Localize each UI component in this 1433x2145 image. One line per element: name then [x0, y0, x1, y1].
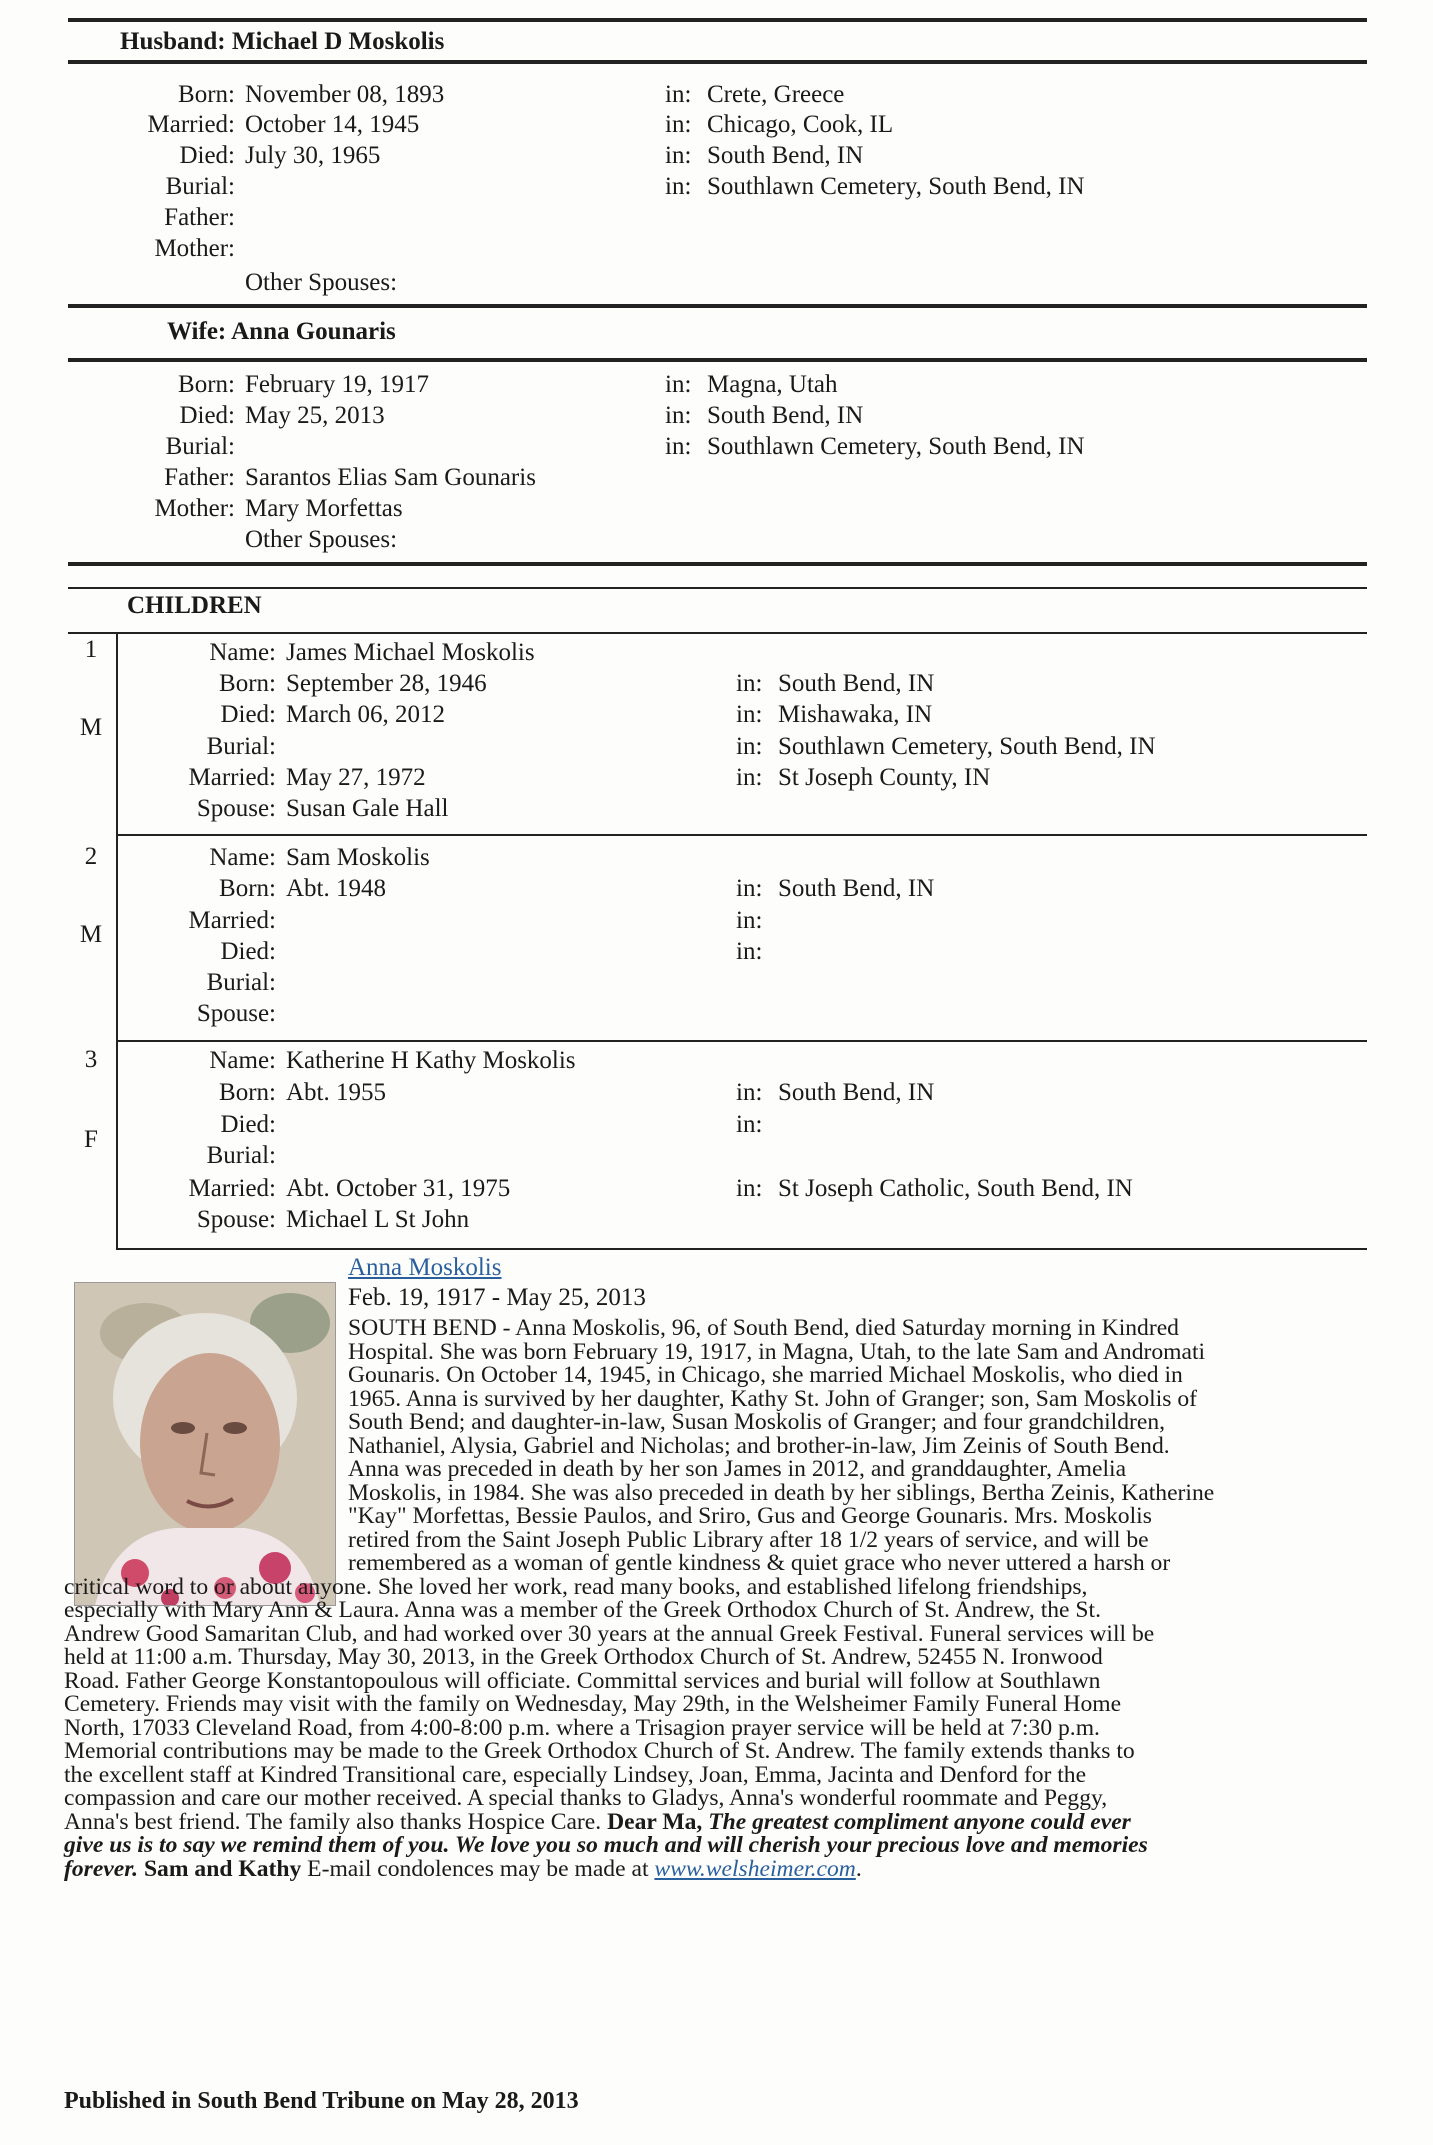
- label: Died:: [220, 701, 276, 728]
- published-line: Published in South Bend Tribune on May 28, 2013: [64, 2088, 579, 2114]
- husband-title: Husband: Michael D Moskolis: [120, 28, 445, 55]
- label: Father:: [164, 464, 235, 491]
- label: Died:: [179, 142, 235, 169]
- husband-other-spouses: Other Spouses:: [245, 269, 398, 296]
- obituary-title-link[interactable]: Anna Moskolis: [348, 1254, 502, 1281]
- value: Sarantos Elias Sam Gounaris: [245, 464, 536, 491]
- value: February 19, 1917: [245, 371, 429, 398]
- obit-line-text: Anna's best friend. The family also thanks Hospice Care.: [64, 1808, 602, 1835]
- value: South Bend, IN: [778, 670, 935, 697]
- label: Died:: [179, 402, 235, 429]
- tribute-text: forever.: [64, 1855, 139, 1882]
- rule: [68, 18, 1367, 22]
- label: in:: [665, 81, 692, 108]
- label: Married:: [188, 764, 276, 791]
- label: in:: [736, 938, 763, 965]
- child-sex: M: [79, 714, 103, 741]
- child-number: 1: [84, 636, 98, 663]
- value: Mary Morfettas: [245, 495, 403, 522]
- label: in:: [736, 1111, 763, 1138]
- label: in:: [736, 701, 763, 728]
- label: in:: [736, 764, 763, 791]
- label: in:: [736, 1175, 763, 1202]
- obit-line: South Bend; and daughter-in-law, Susan Moskolis of Granger; and four grandchildren,: [348, 1409, 1166, 1435]
- label: in:: [736, 1079, 763, 1106]
- label: in:: [736, 733, 763, 760]
- tribute-text: The greatest compliment anyone could ever: [708, 1808, 1131, 1835]
- tribute-text: give us is to say we remind them of you. We love you so much and will cherish your precious love and memories: [64, 1832, 1148, 1858]
- wrapped-lines: [64, 1317, 1364, 1576]
- value: October 14, 1945: [245, 111, 420, 138]
- obit-line: 1965. Anna is survived by her daughter, Kathy St. John of Granger; son, Sam Moskolis of: [348, 1385, 1197, 1412]
- label: Name:: [209, 639, 276, 666]
- rule: [118, 1040, 1367, 1042]
- value: March 06, 2012: [286, 701, 445, 728]
- obit-line: [64, 1808, 1364, 1835]
- child-sex: M: [79, 921, 103, 948]
- label: Mother:: [154, 495, 235, 522]
- obit-line: forever. Sam and Kathy E-mail condolences may be made at www.welsheimer.com.: [64, 1855, 862, 1882]
- obit-line: compassion and care our mother received. A special thanks to Gladys, Anna's wonderful roommate and Peggy,: [64, 1785, 1108, 1811]
- signature: Sam and Kathy: [143, 1855, 302, 1882]
- label: Married:: [188, 907, 276, 934]
- rule: [118, 834, 1367, 836]
- value: Abt. October 31, 1975: [286, 1175, 511, 1202]
- label: Born:: [219, 670, 276, 697]
- child-sex: F: [84, 1126, 98, 1153]
- wife-other-spouses: Other Spouses:: [245, 526, 398, 553]
- condolence-text: E-mail condolences may be made at: [301, 1855, 655, 1882]
- value: South Bend, IN: [707, 402, 864, 429]
- label: Died:: [220, 1111, 276, 1138]
- rule: [68, 304, 1367, 308]
- label: in:: [736, 907, 763, 934]
- obit-line: Memorial contributions may be made to the Greek Orthodox Church of St. Andrew. The family extends thanks to: [64, 1738, 1135, 1764]
- value: Abt. 1955: [286, 1079, 386, 1106]
- rule: [118, 1248, 1367, 1250]
- rule: [68, 562, 1367, 566]
- full-width-lines: [64, 1573, 1364, 1882]
- label: Burial:: [206, 1142, 276, 1169]
- label: in:: [665, 173, 692, 200]
- value: July 30, 1965: [245, 142, 381, 169]
- value: Southlawn Cemetery, South Bend, IN: [707, 173, 1085, 200]
- label: Name:: [209, 1047, 276, 1074]
- value: South Bend, IN: [707, 142, 864, 169]
- welsheimer-link[interactable]: www.welsheimer.com: [654, 1855, 856, 1882]
- value: Chicago, Cook, IL: [707, 111, 894, 138]
- value: Mishawaka, IN: [778, 701, 933, 728]
- value: November 08, 1893: [245, 81, 445, 108]
- value: James Michael Moskolis: [286, 639, 535, 666]
- label: Spouse:: [196, 795, 276, 822]
- label: Name:: [209, 844, 276, 871]
- obituary-dates: Feb. 19, 1917 - May 25, 2013: [348, 1284, 646, 1311]
- obit-line: retired from the Saint Joseph Public Library after 18 1/2 years of service, and will be: [348, 1526, 1149, 1553]
- rule: [68, 358, 1367, 362]
- value: May 25, 2013: [245, 402, 385, 429]
- value: September 28, 1946: [286, 670, 487, 697]
- children-divider: [116, 632, 118, 1250]
- value: Abt. 1948: [286, 875, 386, 902]
- label: in:: [665, 111, 692, 138]
- value: Susan Gale Hall: [286, 795, 449, 822]
- obit-line: critical word to or about anyone. She loved her work, read many books, and established lifelong friendships,: [64, 1573, 1088, 1600]
- rule: [68, 632, 1367, 634]
- label: in:: [736, 670, 763, 697]
- rule: [68, 587, 1367, 589]
- value: Sam Moskolis: [286, 844, 430, 871]
- wife-title: Wife: Anna Gounaris: [167, 318, 396, 345]
- obit-line: Hospital. She was born February 19, 1917, in Magna, Utah, to the late Sam and Andromati: [348, 1338, 1206, 1365]
- obit-line: Anna was preceded in death by her son James in 2012, and granddaughter, Amelia: [348, 1456, 1127, 1482]
- label: in:: [736, 875, 763, 902]
- obit-line: Gounaris. On October 14, 1945, in Chicago, she married Michael Moskolis, who died in: [348, 1362, 1183, 1388]
- obit-line: Cemetery. Friends may visit with the family on Wednesday, May 29th, in the Welsheimer Family Funeral Home: [64, 1691, 1122, 1717]
- obit-line: Nathaniel, Alysia, Gabriel and Nicholas; and brother-in-law, Jim Zeinis of South Bend.: [348, 1432, 1170, 1459]
- label: Married:: [147, 111, 235, 138]
- obit-line: the excellent staff at Kindred Transitional care, especially Lindsey, Joan, Emma, Jacinta and Denford for the: [64, 1761, 1087, 1788]
- value: Magna, Utah: [707, 371, 838, 398]
- value: South Bend, IN: [778, 1079, 935, 1106]
- label: Born:: [178, 81, 235, 108]
- obit-line: SOUTH BEND - Anna Moskolis, 96, of South Bend, died Saturday morning in Kindred: [348, 1315, 1179, 1341]
- children-header: CHILDREN: [127, 592, 262, 619]
- obituary-body: [64, 1317, 1364, 1881]
- value: May 27, 1972: [286, 764, 426, 791]
- label: Burial:: [165, 433, 235, 460]
- obit-line: held at 11:00 a.m. Thursday, May 30, 2013, in the Greek Orthodox Church of St. Andrew, 52455 N. Ironwood: [64, 1644, 1103, 1670]
- value: South Bend, IN: [778, 875, 935, 902]
- rule: [68, 60, 1367, 64]
- obit-line: Road. Father George Konstantopoulous will officiate. Committal services and burial will follow at Southlawn: [64, 1667, 1101, 1694]
- label: Died:: [220, 938, 276, 965]
- label: Born:: [219, 1079, 276, 1106]
- value: St Joseph County, IN: [778, 764, 991, 791]
- obit-line: Andrew Good Samaritan Club, and had worked over 30 years at the annual Greek Festival. Funeral services will be: [64, 1620, 1155, 1647]
- label: Born:: [178, 371, 235, 398]
- child-number: 3: [84, 1046, 98, 1073]
- label: Burial:: [206, 733, 276, 760]
- value: St Joseph Catholic, South Bend, IN: [778, 1175, 1133, 1202]
- value: Crete, Greece: [707, 81, 845, 108]
- obit-line: North, 17033 Cleveland Road, from 4:00-8:00 p.m. where a Trisagion prayer service will be held at 7:30 p.m.: [64, 1714, 1100, 1741]
- value: Southlawn Cemetery, South Bend, IN: [707, 433, 1085, 460]
- label: Married:: [188, 1175, 276, 1202]
- label: Born:: [219, 875, 276, 902]
- obit-line: "Kay" Morfettas, Bessie Paulos, and Sriro, Gus and George Gounaris. Mrs. Moskolis: [348, 1503, 1152, 1529]
- label: in:: [665, 142, 692, 169]
- label: Spouse:: [196, 1206, 276, 1233]
- value: Southlawn Cemetery, South Bend, IN: [778, 733, 1156, 760]
- label: Spouse:: [196, 1000, 276, 1027]
- obit-line: especially with Mary Ann & Laura. Anna was a member of the Greek Orthodox Church of St. Andrew, the St.: [64, 1597, 1102, 1623]
- label: Mother:: [154, 235, 235, 262]
- obit-line: Moskolis, in 1984. She was also preceded in death by her siblings, Bertha Zeinis, Katherine: [348, 1479, 1215, 1506]
- label: in:: [665, 433, 692, 460]
- label: Father:: [164, 204, 235, 231]
- obit-line: remembered as a woman of gentle kindness & quiet grace who never uttered a harsh or: [348, 1550, 1171, 1576]
- value: Katherine H Kathy Moskolis: [286, 1047, 576, 1074]
- label: in:: [665, 371, 692, 398]
- dear-ma: Dear Ma,: [607, 1808, 703, 1835]
- label: in:: [665, 402, 692, 429]
- value: Michael L St John: [286, 1206, 470, 1233]
- label: Burial:: [165, 173, 235, 200]
- label: Burial:: [206, 969, 276, 996]
- child-number: 2: [84, 843, 98, 870]
